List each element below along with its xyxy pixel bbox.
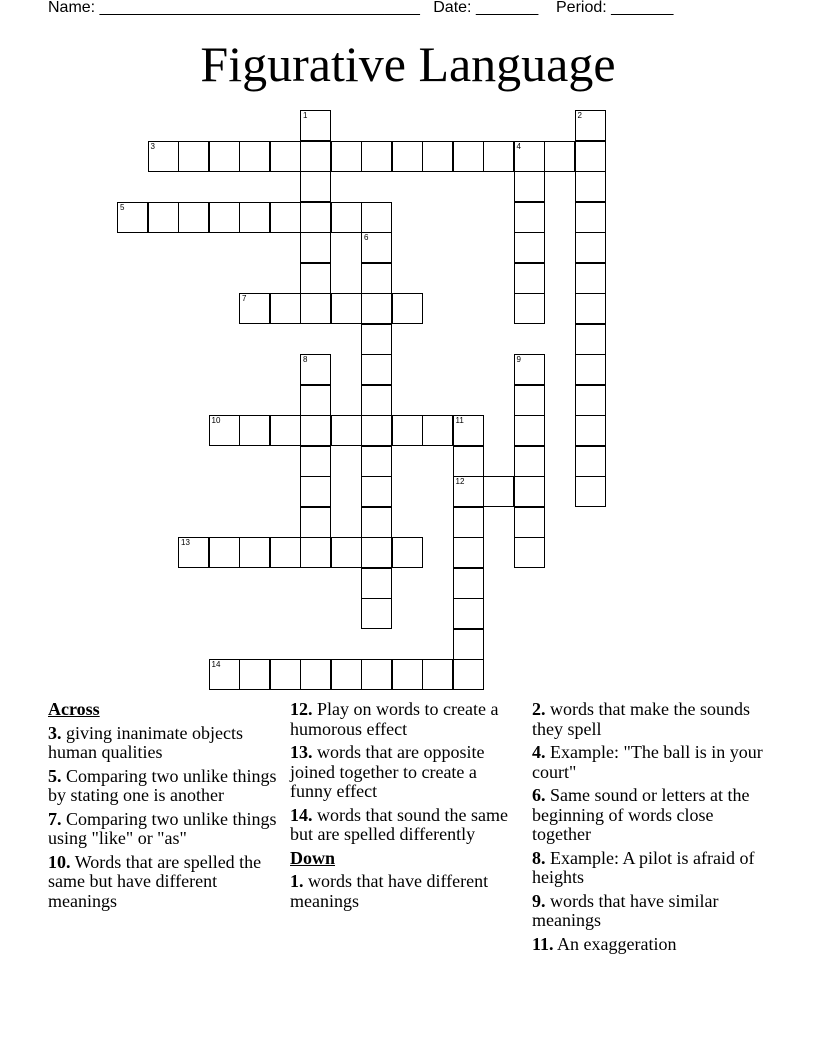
crossword-cell[interactable] — [392, 537, 423, 568]
crossword-cell[interactable] — [361, 415, 392, 446]
crossword-cell[interactable] — [300, 202, 331, 233]
crossword-cell[interactable] — [270, 415, 301, 446]
crossword-cell[interactable] — [239, 537, 270, 568]
crossword-cell[interactable] — [300, 385, 331, 416]
crossword-cell[interactable] — [300, 263, 331, 294]
clue-number: 1 — [303, 111, 308, 120]
clue-down-6: 6. Same sound or letters at the beginning of words close together — [532, 785, 750, 844]
name-date-period-line[interactable]: Name: ____________________________________ Date: _______ Period: _______ — [48, 0, 674, 16]
crossword-cell[interactable] — [331, 293, 362, 324]
crossword-cell[interactable] — [361, 385, 392, 416]
crossword-cell[interactable] — [392, 293, 423, 324]
clue-across-7: 7. Comparing two unlike things using "like" or "as" — [48, 808, 277, 848]
crossword-cell[interactable] — [514, 507, 545, 538]
crossword-cell[interactable] — [270, 659, 301, 690]
crossword-cell[interactable] — [575, 415, 606, 446]
crossword-cell[interactable] — [300, 293, 331, 324]
crossword-cell[interactable] — [544, 141, 575, 172]
crossword-cell[interactable] — [392, 659, 423, 690]
crossword-cell[interactable] — [514, 141, 545, 172]
crossword-cell[interactable] — [209, 202, 240, 233]
crossword-cell[interactable] — [361, 476, 392, 507]
clue-number: 14 — [211, 660, 221, 669]
crossword-cell[interactable] — [483, 476, 514, 507]
clue-number: 10 — [211, 416, 221, 425]
crossword-cell[interactable] — [148, 202, 179, 233]
crossword-cell[interactable] — [209, 659, 240, 690]
crossword-cell[interactable] — [300, 537, 331, 568]
crossword-cell[interactable] — [422, 659, 453, 690]
crossword-cell[interactable] — [361, 537, 392, 568]
crossword-cell[interactable] — [453, 415, 484, 446]
crossword-cell[interactable] — [514, 385, 545, 416]
crossword-cell[interactable] — [270, 141, 301, 172]
crossword-cell[interactable] — [514, 476, 545, 507]
clue-number: 8 — [303, 355, 308, 364]
clue-number: 4 — [516, 141, 521, 151]
crossword-cell[interactable] — [575, 263, 606, 294]
crossword-cell[interactable] — [300, 446, 331, 477]
crossword-cell[interactable] — [453, 537, 484, 568]
crossword-cell[interactable] — [575, 202, 606, 233]
clue-number: 6 — [364, 233, 369, 242]
clue-number: 11 — [455, 416, 464, 425]
crossword-cell[interactable] — [514, 446, 545, 477]
crossword-cell[interactable] — [453, 598, 484, 629]
crossword-cell[interactable] — [178, 202, 209, 233]
crossword-cell[interactable] — [575, 141, 606, 172]
crossword-cell[interactable] — [514, 263, 545, 294]
clue-down-1: 1. words that have different meanings — [290, 871, 489, 911]
crossword-cell[interactable] — [575, 110, 606, 141]
crossword-cell[interactable] — [575, 171, 606, 202]
crossword-cell[interactable] — [575, 232, 606, 263]
clue-number: 9 — [516, 355, 521, 364]
crossword-cell[interactable] — [239, 202, 270, 233]
crossword-cell[interactable] — [361, 293, 392, 324]
clue-number: 12 — [455, 477, 465, 486]
clues-column-1 — [48, 700, 280, 915]
crossword-cell[interactable] — [331, 415, 362, 446]
clue-down-2: 2. words that make the sounds they spell — [532, 699, 750, 739]
crossword-cell[interactable] — [575, 354, 606, 385]
clue-number: 3 — [150, 141, 155, 151]
crossword-cell[interactable] — [270, 537, 301, 568]
crossword-cell[interactable] — [575, 293, 606, 324]
crossword-cell[interactable] — [361, 141, 392, 172]
clue-down-4: 4. Example: "The ball is in your court" — [532, 742, 763, 782]
crossword-cell[interactable] — [514, 415, 545, 446]
crossword-cell[interactable] — [239, 141, 270, 172]
crossword-cell[interactable] — [300, 171, 331, 202]
crossword-cell[interactable] — [270, 202, 301, 233]
crossword-cell[interactable] — [361, 263, 392, 294]
crossword-cell[interactable] — [361, 507, 392, 538]
clue-down-8: 8. Example: A pilot is afraid of heights — [532, 847, 755, 887]
crossword-cell[interactable] — [239, 659, 270, 690]
crossword-cell[interactable] — [453, 446, 484, 477]
crossword-cell[interactable] — [361, 324, 392, 355]
clue-across-14: 14. words that sound the same but are spelled differently — [290, 804, 508, 844]
crossword-cell[interactable] — [361, 446, 392, 477]
clue-across-13: 13. words that are opposite joined together to create a funny effect — [290, 742, 485, 801]
clue-across-10: 10. Words that are spelled the same but have different meanings — [48, 851, 262, 911]
crossword-cell[interactable] — [514, 354, 545, 385]
crossword-cell[interactable] — [483, 141, 514, 172]
crossword-cell[interactable] — [178, 537, 209, 568]
crossword-cell[interactable] — [209, 537, 240, 568]
down-heading: Down — [290, 847, 336, 868]
crossword-cell[interactable] — [453, 476, 484, 507]
crossword-cell[interactable] — [300, 476, 331, 507]
crossword-cell[interactable] — [117, 202, 148, 233]
crossword-cell[interactable] — [331, 202, 362, 233]
clue-number: 13 — [181, 538, 190, 547]
crossword-cell[interactable] — [392, 141, 423, 172]
clues-column-3 — [532, 700, 772, 958]
crossword-cell[interactable] — [422, 141, 453, 172]
crossword-cell[interactable] — [453, 659, 484, 690]
clue-across-3: 3. giving inanimate objects human qualities — [48, 722, 243, 762]
crossword-cell[interactable] — [361, 568, 392, 599]
crossword-cell[interactable] — [575, 385, 606, 416]
crossword-cell[interactable] — [575, 446, 606, 477]
crossword-cell[interactable] — [514, 171, 545, 202]
page-title: Figurative Language — [200, 36, 616, 92]
crossword-cell[interactable] — [453, 507, 484, 538]
crossword-cell[interactable] — [331, 659, 362, 690]
crossword-cell[interactable] — [300, 507, 331, 538]
crossword-cell[interactable] — [422, 415, 453, 446]
crossword-cell[interactable] — [575, 324, 606, 355]
crossword-cell[interactable] — [453, 629, 484, 660]
across-heading: Across — [48, 699, 100, 719]
crossword-cell[interactable] — [453, 568, 484, 599]
clue-number: 7 — [242, 294, 247, 303]
crossword-cell[interactable] — [575, 476, 606, 507]
crossword-cell[interactable] — [453, 141, 484, 172]
crossword-cell[interactable] — [331, 537, 362, 568]
crossword-cell[interactable] — [239, 415, 270, 446]
crossword-cell[interactable] — [209, 415, 240, 446]
crossword-cell[interactable] — [514, 232, 545, 263]
crossword-cell[interactable] — [209, 141, 240, 172]
crossword-cell[interactable] — [514, 202, 545, 233]
crossword-cell[interactable] — [361, 202, 392, 233]
crossword-cell[interactable] — [392, 415, 423, 446]
crossword-cell[interactable] — [361, 354, 392, 385]
clue-down-9: 9. words that have similar meanings — [532, 890, 719, 930]
clue-number: 2 — [577, 111, 582, 120]
crossword-cell[interactable] — [331, 141, 362, 172]
crossword-cell[interactable] — [514, 293, 545, 324]
clues-column-2 — [290, 700, 520, 915]
clue-number: 5 — [120, 202, 125, 212]
crossword-cell[interactable] — [300, 141, 331, 172]
clue-down-11: 11. An exaggeration — [532, 933, 677, 954]
clue-across-12: 12. Play on words to create a humorous effect — [290, 699, 499, 739]
crossword-cell[interactable] — [300, 232, 331, 263]
clue-across-5: 5. Comparing two unlike things by stating one is another — [48, 765, 277, 805]
crossword-cell[interactable] — [300, 354, 331, 385]
crossword-cell[interactable] — [239, 293, 270, 324]
crossword-cell[interactable] — [300, 415, 331, 446]
crossword-cell[interactable] — [148, 141, 179, 172]
crossword-cell[interactable] — [361, 659, 392, 690]
crossword-cell[interactable] — [514, 537, 545, 568]
crossword-cell[interactable] — [270, 293, 301, 324]
crossword-cell[interactable] — [361, 232, 392, 263]
crossword-cell[interactable] — [178, 141, 209, 172]
crossword-cell[interactable] — [361, 598, 392, 629]
crossword-cell[interactable] — [300, 110, 331, 141]
crossword-cell[interactable] — [300, 659, 331, 690]
